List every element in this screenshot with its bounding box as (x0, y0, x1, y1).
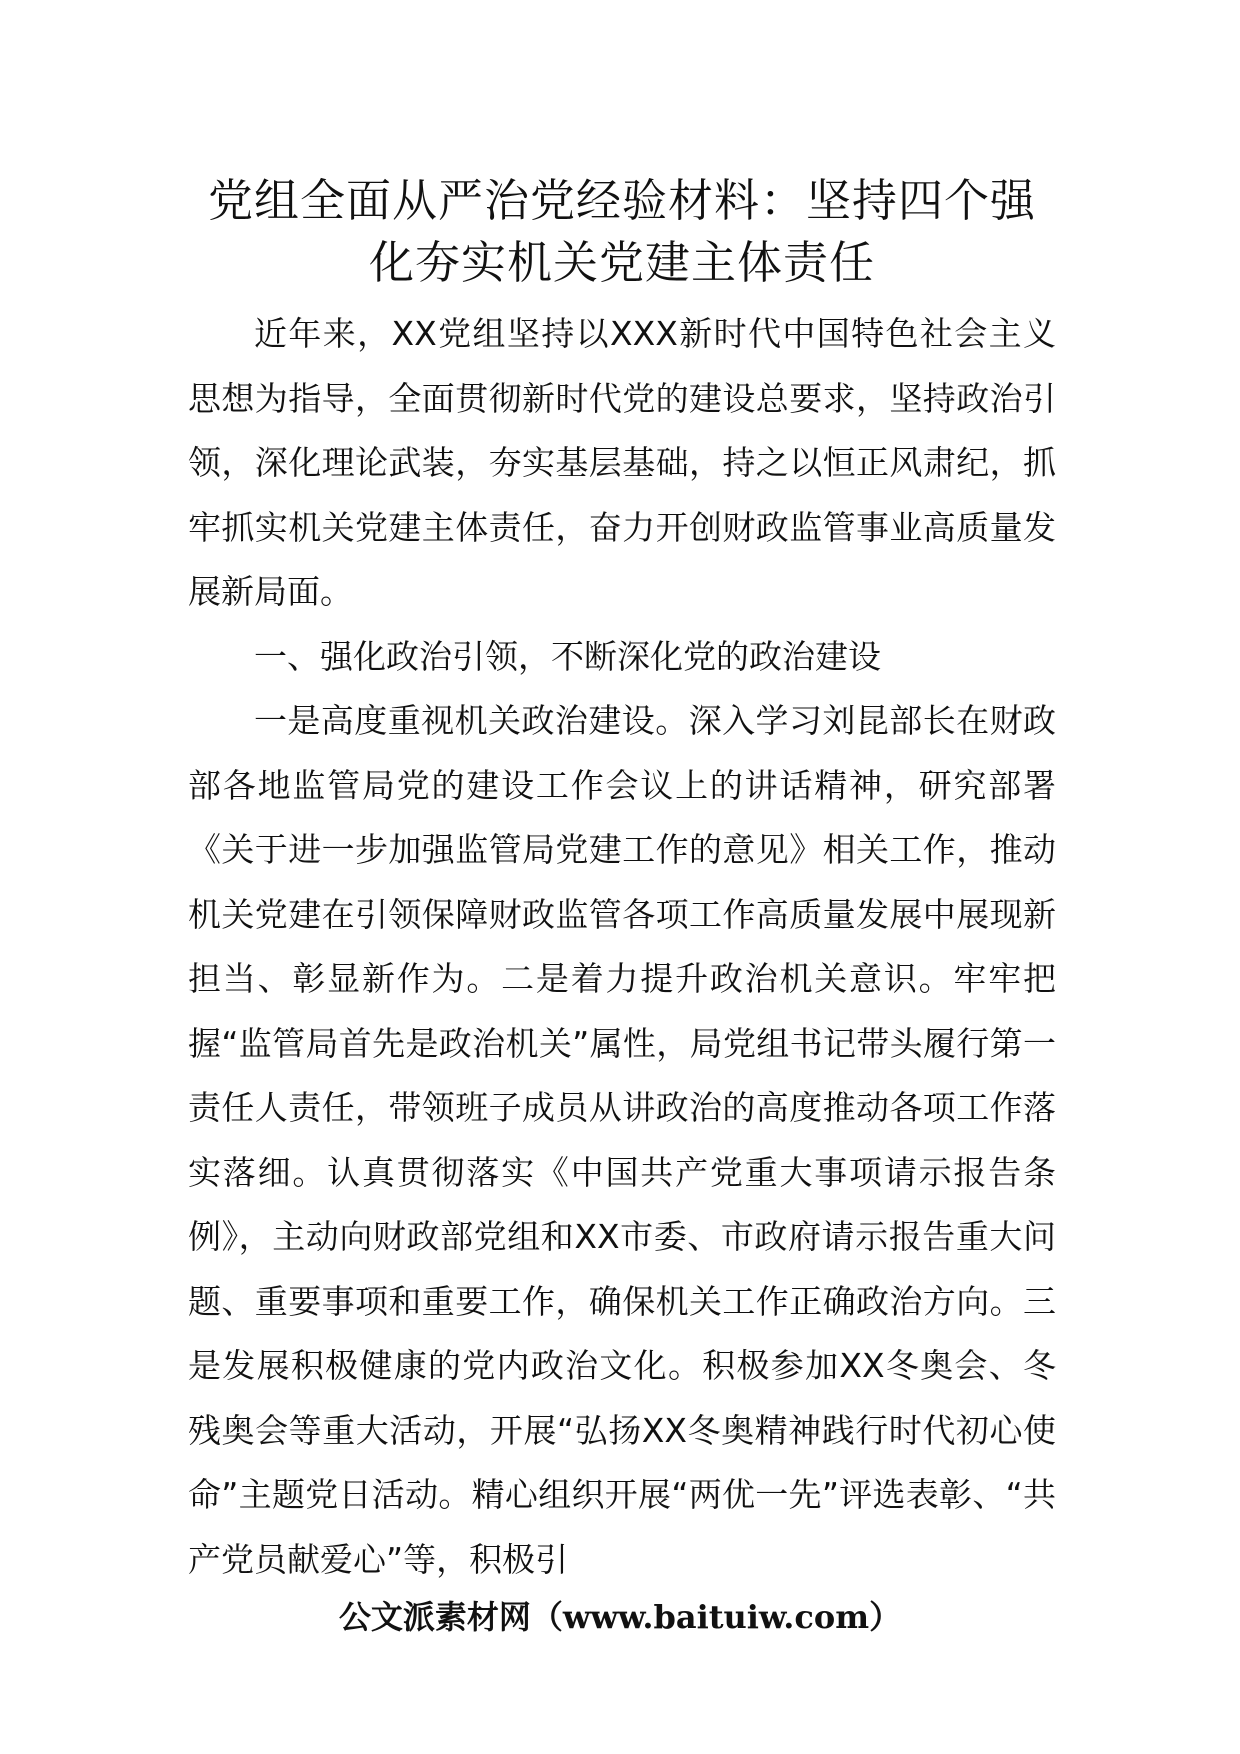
title-line-2: 化夯实机关党建主体责任 (368, 236, 875, 289)
intro-paragraph: 近年来，XX党组坚持以XXX新时代中国特色社会主义思想为指导，全面贯彻新时代党的建设总要求，坚持政治引领，深化理论武装，夯实基层基础，持之以恒正风肃纪，抓牢抓实机关党建主体责任，奋力开创财政监管事业高质量发展新局面。 (188, 314, 1056, 611)
document-title (188, 170, 1056, 294)
title-line-1: 党组全面从严治党经验材料：坚持四个强 (207, 174, 1036, 227)
section-1-heading: 一、强化政治引领，不断深化党的政治建设 (254, 636, 881, 676)
document-content (188, 170, 1056, 1592)
footer-watermark: 公文派素材网（www.baituiw.com） (338, 1598, 902, 1636)
section-1-paragraph: 一是高度重视机关政治建设。深入学习刘昆部长在财政部各地监管局党的建设工作会议上的讲话精神，研究部署《关于进一步加强监管局党建工作的意见》相关工作，推动机关党建在引领保障财政监管各项工作高质量发展中展现新担当、彰显新作为。二是着力提升政治机关意识。牢牢把握“监管局首先是政治机关”属性，局党组书记带头履行第一责任人责任，带领班子成员从讲政治的高度推动各项工作落实落细。认真贯彻落实《中国共产党重大事项请示报告条例》，主动向财政部党组和XX市委、市政府请示报告重大问题、重要事项和重要工作，确保机关工作正确政治方向。三是发展积极健康的党内政治文化。积极参加XX冬奥会、冬残奥会等重大活动，开展“弘扬XX冬奥精神践行时代初心使命”主题党日活动。精心组织开展“两优一先”评选表彰、“共产党员献爱心”等，积极引 (188, 701, 1056, 1579)
